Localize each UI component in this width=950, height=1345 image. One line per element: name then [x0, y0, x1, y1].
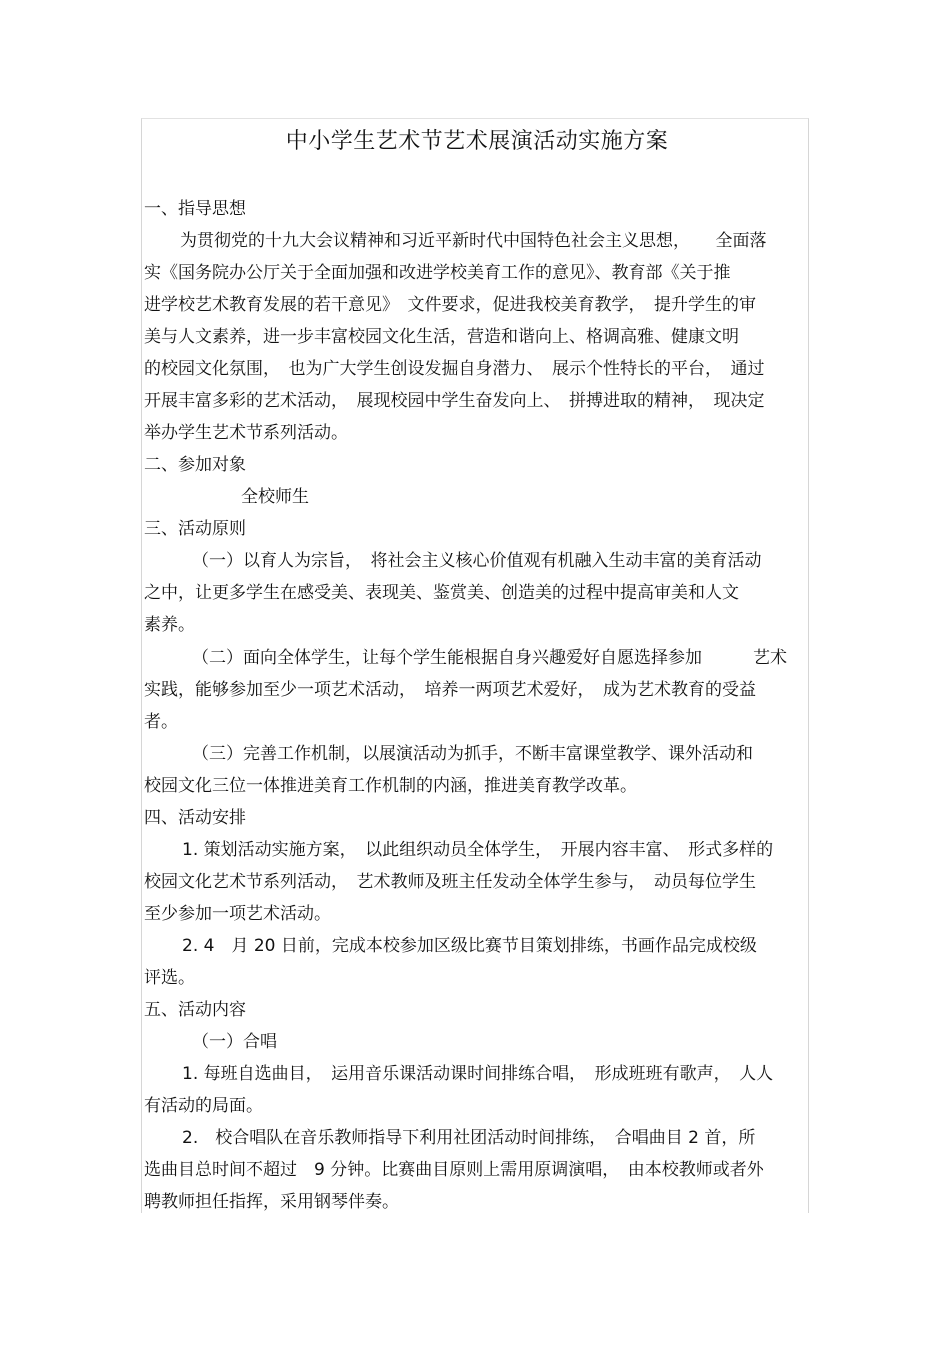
- body-line: 2. 4 月 20 日前，完成本校参加区级比赛节目策划排练，书画作品完成校级: [182, 936, 757, 956]
- body-line: 之中，让更多学生在感受美、表现美、鉴赏美、创造美的过程中提高审美和人文: [144, 583, 739, 603]
- body-line: （一）以育人为宗旨， 将社会主义核心价值观有机融入生动丰富的美育活动: [192, 551, 762, 571]
- body-line: 素养。: [144, 615, 195, 635]
- body-line: 有活动的局面。: [144, 1096, 263, 1116]
- body-line: （一）合唱: [192, 1032, 277, 1052]
- body-line: 至少参加一项艺术活动。: [144, 904, 331, 924]
- body-line: 校园文化艺术节系列活动， 艺术教师及班主任发动全体学生参与， 动员每位学生: [144, 872, 756, 892]
- body-line: 1. 策划活动实施方案， 以此组织动员全体学生， 开展内容丰富、 形式多样的: [182, 840, 774, 860]
- body-line: （三）完善工作机制，以展演活动为抓手，不断丰富课堂教学、课外活动和: [192, 744, 753, 764]
- body-line: 美与人文素养，进一步丰富校园文化生活，营造和谐向上、格调高雅、健康文明: [144, 327, 739, 347]
- body-line: 者。: [144, 712, 178, 732]
- body-line: 聘教师担任指挥，采用钢琴伴奏。: [144, 1192, 399, 1212]
- section-heading: 一、指导思想: [144, 199, 246, 219]
- body-line: 实《国务院办公厅关于全面加强和改进学校美育工作的意见》、教育部《关于推: [144, 263, 731, 283]
- section-heading: 五、活动内容: [144, 1000, 246, 1020]
- body-line: 1. 每班自选曲目， 运用音乐课活动课时间排练合唱， 形成班班有歌声， 人人: [182, 1064, 774, 1084]
- section-heading: 四、活动安排: [144, 808, 246, 828]
- body-line: 实践，能够参加至少一项艺术活动， 培养一两项艺术爱好， 成为艺术教育的受益: [144, 680, 756, 700]
- body-line: （二）面向全体学生，让每个学生能根据自身兴趣爱好自愿选择参加 艺术: [192, 648, 787, 668]
- section-heading: 三、活动原则: [144, 519, 246, 539]
- body-line: 2. 校合唱队在音乐教师指导下利用社团活动时间排练， 合唱曲目 2 首，所: [182, 1128, 756, 1148]
- document-title: 中小学生艺术节艺术展演活动实施方案: [285, 129, 669, 154]
- body-line: 校园文化三位一体推进美育工作机制的内涵，推进美育教学改革。: [144, 776, 637, 796]
- body-line: 举办学生艺术节系列活动。: [144, 423, 348, 443]
- body-line: 评选。: [144, 968, 195, 988]
- section-heading: 二、参加对象: [144, 455, 246, 475]
- body-line: 全校师生: [241, 487, 309, 507]
- body-line: 开展丰富多彩的艺术活动， 展现校园中学生奋发向上、 拼搏进取的精神， 现决定: [144, 391, 765, 411]
- body-line: 进学校艺术教育发展的若干意见》 文件要求，促进我校美育教学， 提升学生的审: [144, 295, 756, 315]
- body-line: 为贯彻党的十九大会议精神和习近平新时代中国特色社会主义思想， 全面落: [180, 231, 767, 251]
- body-line: 选曲目总时间不超过 9 分钟。比赛曲目原则上需用原调演唱， 由本校教师或者外: [144, 1160, 764, 1180]
- body-line: 的校园文化氛围， 也为广大学生创设发掘自身潜力、 展示个性特长的平台， 通过: [144, 359, 765, 379]
